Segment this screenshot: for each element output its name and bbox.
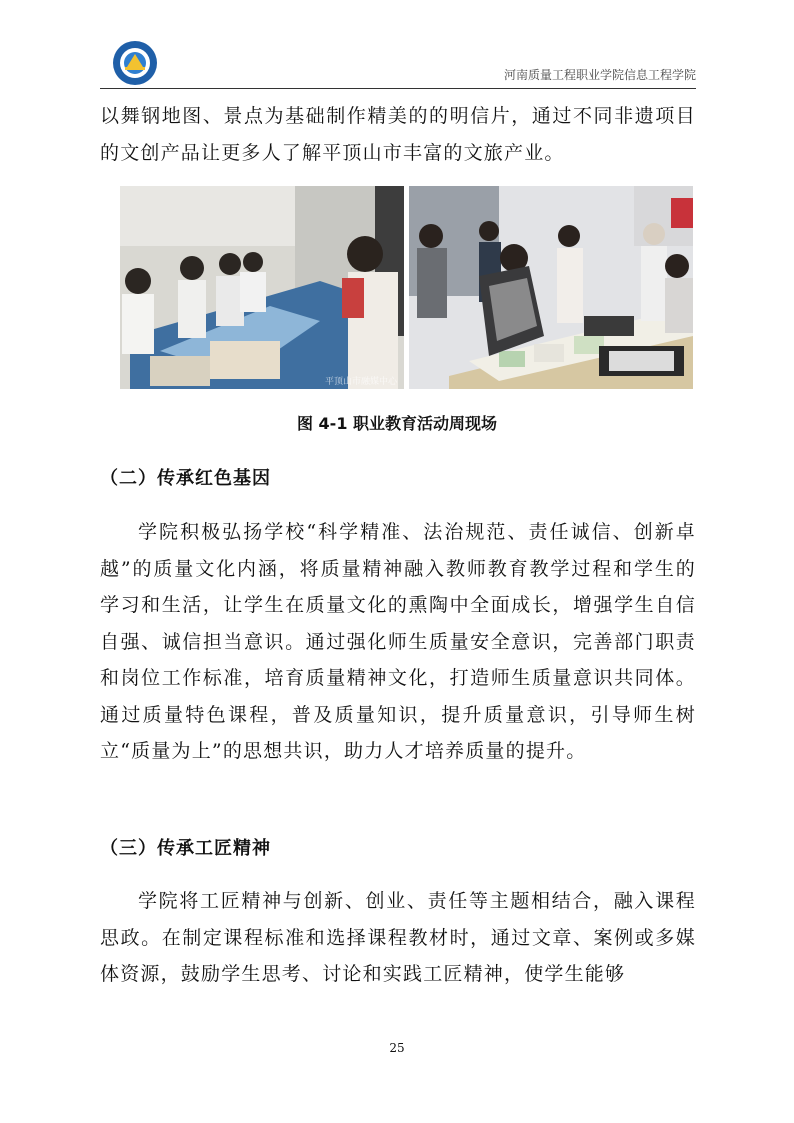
section-body-red-gene: 学院积极弘扬学校“科学精准、法治规范、责任诚信、创新卓越”的质量文化内涵，将质量精神融入教师教育教学过程和学生的学习和生活，让学生在质量文化的熏陶中全面成长，增强学生自信自强、诚信担当意识。通过强化师生质量安全意识，完善部门职责和岗位工作标准，培育质量精神文化，打造师生质量意识共同体。通过质量特色课程，普及质量知识，提升质量意识，引导师生树立“质量为上”的思想共识，助力人才培养质量的提升。 (100, 521, 696, 762)
section-heading-red-gene: （二）传承红色基因 (100, 468, 271, 489)
school-emblem-icon (112, 40, 158, 86)
institution-name: 河南质量工程职业学院信息工程学院 (503, 68, 696, 82)
photo-students-textiles (120, 186, 404, 389)
photo-students-artwork (409, 186, 693, 389)
page-header (100, 38, 696, 89)
intro-paragraph: 以舞钢地图、景点为基础制作精美的的明信片，通过不同非遗项目的文创产品让更多人了解平顶山市丰富的文旅产业。 (100, 105, 696, 164)
page-number: 25 (389, 1041, 405, 1055)
figure-caption: 图 4-1 职业教育活动周现场 (296, 414, 498, 433)
section-body-craftsmanship: 学院将工匠精神与创新、创业、责任等主题相结合，融入课程思政。在制定课程标准和选择课程教材时，通过文章、案例或多媒体资源，鼓励学生思考、讨论和实践工匠精神，使学生能够 (100, 890, 696, 985)
photo-watermark: 平顶山市融媒中心 (325, 377, 398, 387)
section-heading-craftsmanship: （三）传承工匠精神 (100, 838, 271, 859)
